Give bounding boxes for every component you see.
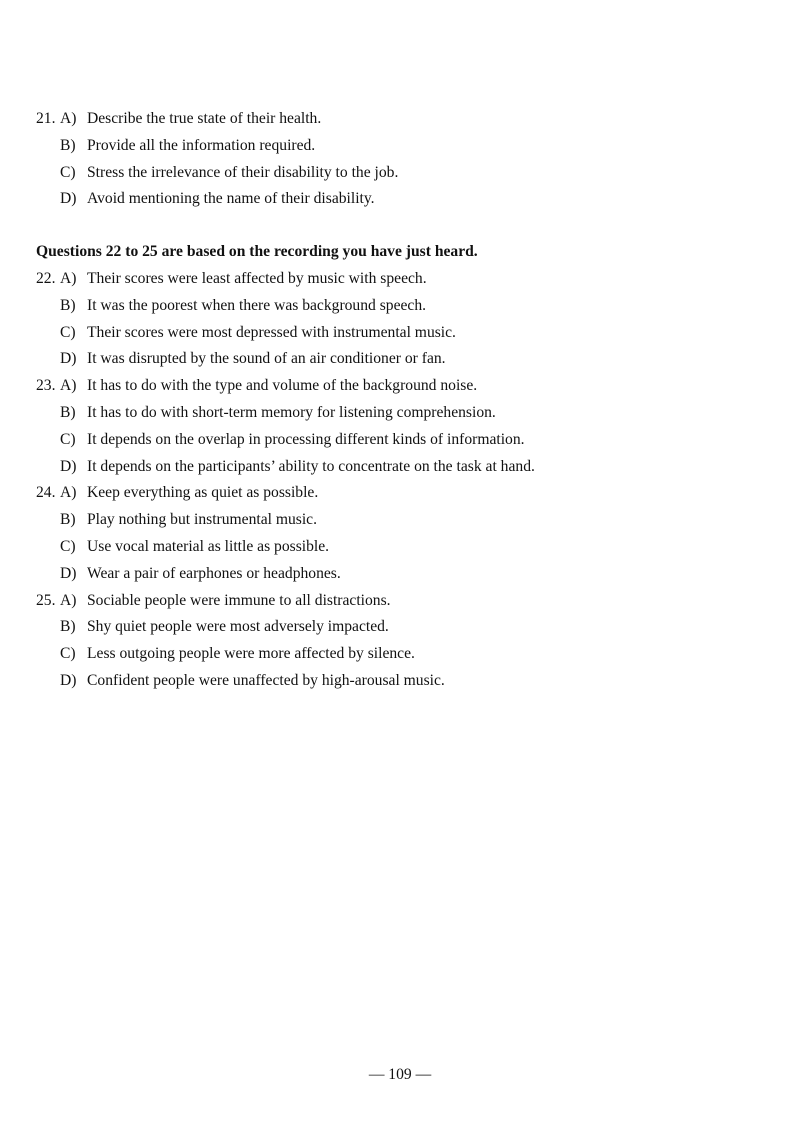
question-21 xyxy=(36,106,756,213)
option-line xyxy=(36,133,756,160)
question-number: 25. xyxy=(36,591,56,609)
option-text: Their scores were least affected by music with speech. xyxy=(87,269,427,287)
option-text: It has to do with the type and volume of the background noise. xyxy=(87,377,478,395)
option-line xyxy=(36,346,756,373)
option-line xyxy=(36,507,756,534)
option-letter: A) xyxy=(60,110,77,127)
option-text: Shy quiet people were most adversely impacted. xyxy=(87,618,389,636)
option-text: It was the poorest when there was background speech. xyxy=(87,296,427,314)
page-content xyxy=(36,106,756,695)
option-text: It depends on the participants’ ability to concentrate on the task at hand. xyxy=(87,457,535,475)
option-letter: B) xyxy=(60,136,76,154)
question-24 xyxy=(36,480,756,587)
page-number: — 109 — xyxy=(368,1066,432,1083)
option-line xyxy=(36,266,756,293)
option-text: Avoid mentioning the name of their disability. xyxy=(87,190,375,208)
option-letter: D) xyxy=(60,457,77,475)
option-line xyxy=(36,588,756,615)
option-text: Stress the irrelevance of their disability to the job. xyxy=(87,163,399,181)
option-line xyxy=(36,160,756,187)
option-text: Describe the true state of their health. xyxy=(87,110,322,127)
option-letter: B) xyxy=(60,618,76,636)
option-letter: B) xyxy=(60,403,76,421)
option-text: Play nothing but instrumental music. xyxy=(87,511,317,529)
question-number: 24. xyxy=(36,484,56,502)
option-letter: C) xyxy=(60,163,76,181)
option-line xyxy=(36,186,756,213)
option-text: Keep everything as quiet as possible. xyxy=(87,484,319,502)
option-letter: C) xyxy=(60,645,76,663)
question-25 xyxy=(36,588,756,695)
option-line xyxy=(36,400,756,427)
option-line xyxy=(36,561,756,588)
option-letter: A) xyxy=(60,377,77,395)
option-letter: A) xyxy=(60,484,77,502)
option-text: Use vocal material as little as possible. xyxy=(87,537,330,555)
option-text: It was disrupted by the sound of an air conditioner or fan. xyxy=(87,350,446,368)
option-letter: B) xyxy=(60,511,76,529)
option-line xyxy=(36,454,756,481)
option-line xyxy=(36,320,756,347)
question-22 xyxy=(36,266,756,373)
option-line xyxy=(36,293,756,320)
option-letter: B) xyxy=(60,296,76,314)
option-text: Sociable people were immune to all distractions. xyxy=(87,591,391,609)
option-line xyxy=(36,614,756,641)
option-text: Wear a pair of earphones or headphones. xyxy=(87,564,341,582)
option-text: It has to do with short-term memory for listening comprehension. xyxy=(87,403,496,421)
question-number: 22. xyxy=(36,269,56,287)
option-letter: C) xyxy=(60,323,76,341)
question-block-22-25 xyxy=(36,266,756,695)
option-line xyxy=(36,373,756,400)
question-number: 23. xyxy=(36,377,56,395)
option-letter: D) xyxy=(60,350,77,368)
option-letter: C) xyxy=(60,430,76,448)
option-letter: A) xyxy=(60,269,77,287)
option-text: Confident people were unaffected by high-arousal music. xyxy=(87,671,445,689)
option-text: Less outgoing people were more affected by silence. xyxy=(87,645,415,663)
option-line xyxy=(36,668,756,695)
option-line xyxy=(36,480,756,507)
section-heading: Questions 22 to 25 are based on the recording you have just heard. xyxy=(36,243,478,261)
option-line xyxy=(36,106,756,133)
option-letter: A) xyxy=(60,591,77,609)
option-line xyxy=(36,641,756,668)
option-letter: D) xyxy=(60,671,77,689)
option-line xyxy=(36,427,756,454)
question-number: 21. xyxy=(36,110,56,127)
option-letter: C) xyxy=(60,537,76,555)
option-text: Provide all the information required. xyxy=(87,136,316,154)
option-text: It depends on the overlap in processing different kinds of information. xyxy=(87,430,525,448)
option-text: Their scores were most depressed with instrumental music. xyxy=(87,323,456,341)
option-letter: D) xyxy=(60,190,77,208)
question-block-21 xyxy=(36,106,756,213)
option-letter: D) xyxy=(60,564,77,582)
question-23 xyxy=(36,373,756,480)
option-line xyxy=(36,534,756,561)
